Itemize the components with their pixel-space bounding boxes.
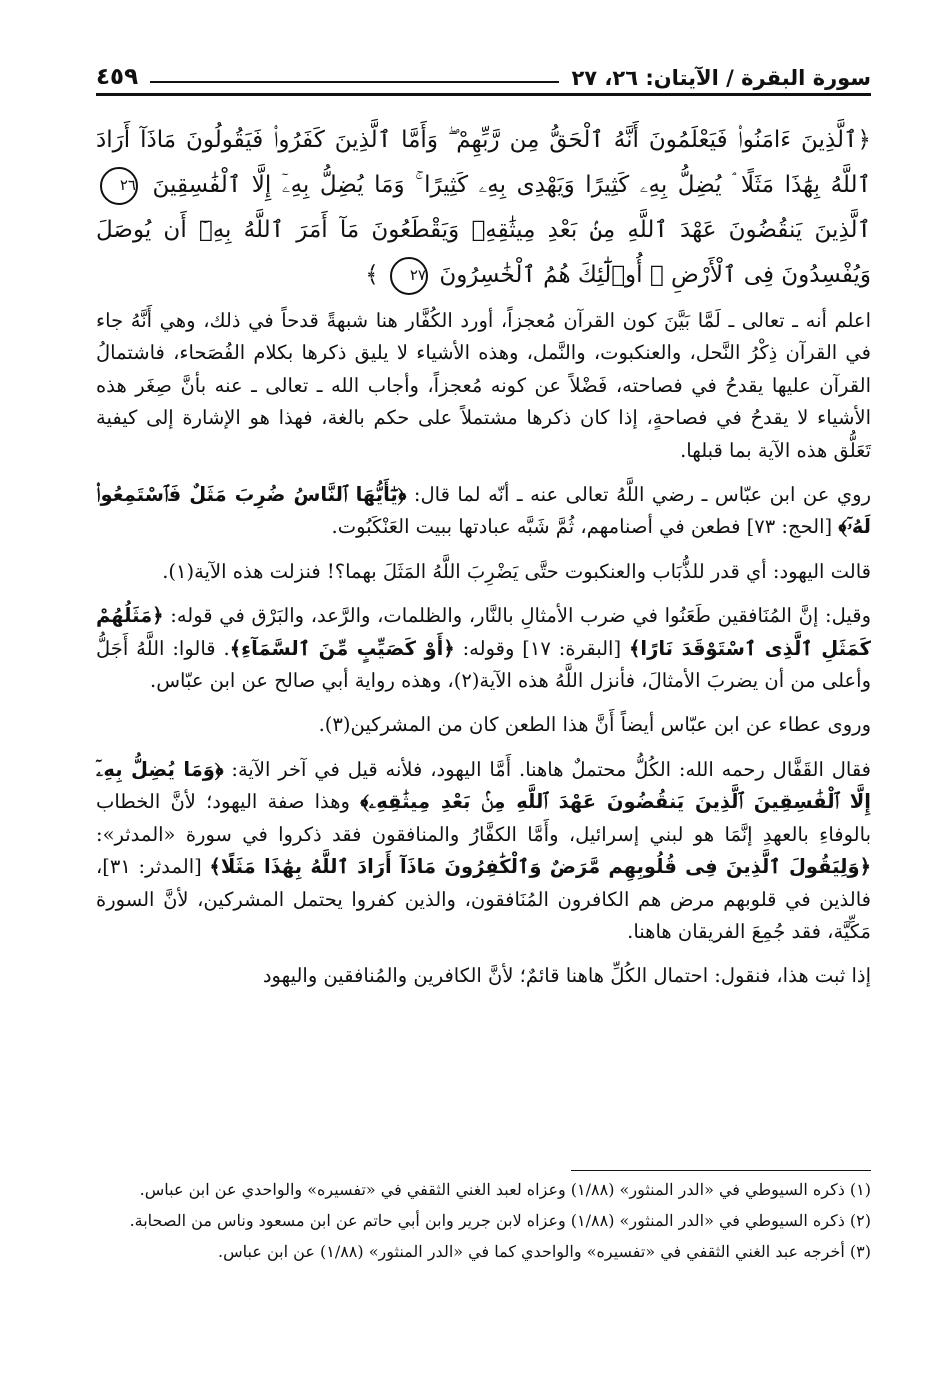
running-header [96,54,871,90]
paragraph-1 [96,305,871,467]
header-rule [96,93,871,96]
header-title: سورة البقرة / الآيتان: ٢٦، ٢٧ [571,66,871,90]
paragraph-4-text-mid: [البقرة: ١٧] وقوله: [454,636,629,660]
paragraph-5 [96,709,871,741]
commentary-body [96,305,871,1005]
quran-quote: ﴿وَمَا يُضِلُّ بِهِۦٓ إِلَّا ٱلْفَٰسِقِينَ ٱلَّذِينَ يَنقُضُونَ عَهْدَ ٱللَّهِ مِنۢ بَعْدِ مِيثَٰقِهِۦ﴾ [96,757,871,814]
footnotes [96,1175,871,1268]
paragraph-6 [96,754,871,948]
paragraph-7 [96,960,871,992]
quran-quote: ﴿مَثَلُهُمْ كَمَثَلِ ٱلَّذِى ٱسْتَوْقَدَ نَارًا﴾ [96,604,871,660]
paragraph-4-text-end: . قالوا: اللَّهُ أَجَلُّ وأعلى من أن يضربَ الأمثالَ، فأنزل اللَّهُ هذه الآية(٢)، وهذه رواية أبي صالح عن ابن عبّاس. [96,636,871,693]
paragraph-4-text: وقيل: إنَّ المُنَافقين طَعَنُوا في ضرب الأمثالِ بالنَّار، والظلمات، والرَّعد، والبَرْق في قوله: [163,604,871,628]
paragraph-6-text-end: [المدثر: ٣١]، فالذين في قلوبهم مرض هم الكافرون المُنَافقون، والذين كفروا يحتمل المشركين، لأنَّ السورة مَكِّيَّة، فقد جُمِعَ الفريقان هاهنا. [96,855,871,943]
footnote-1: (١) ذكره السيوطي في «الدر المنثور» (١/٨٨) وعزاه لعبد الغني الثقفي في «تفسيره» والواحدي عن ابن عباس. [139,1180,871,1199]
paragraph-7-text: إذا ثبت هذا، فنقول: احتمال الكُلِّ هاهنا قائمٌ؛ لأنَّ الكافرين والمُنافقين واليهود [262,964,871,988]
quran-quote: ﴿أَوْ كَصَيِّبٍ مِّنَ ٱلسَّمَآءِ﴾ [229,636,455,660]
page-number: ٤٥٩ [96,64,139,90]
paragraph-6-text-mid: وهذا صفة اليهود؛ لأنَّ الخطاب بالوفاءِ بالعهدِ إنَّمَا هو لبني إسرائيل، وأَمَّا الكفَّارُ والمنافقون فقد ذكروا في سورة «المدثر»: [96,790,871,846]
paragraph-5-text: وروى عطاء عن ابن عبّاس أيضاً أَنَّ هذا الطعن كان من المشركين(٣). [318,713,871,737]
footnote-2: (٢) ذكره السيوطي في «الدر المنثور» (١/٨٨) وعزاه لابن جرير وابن أبي حاتم عن ابن مسعود وناس من الصحابة. [129,1211,871,1230]
verse-close-bracket: ﴾ [365,262,379,288]
paragraph-4 [96,600,871,697]
ayah-number-26: ٢٦ [100,167,138,205]
quran-quote: ﴿يَٰٓأَيُّهَا ٱلنَّاسُ ضُرِبَ مَثَلٌ فَٱسْتَمِعُوا۟ لَهُۥٓ﴾ [96,483,871,539]
paragraph-6-text: فقال القَفَّال رحمه الله: الكُلُّ محتملٌ هاهنا. أَمَّا اليهود، فلأنه قيل في آخر الآية: [223,757,871,781]
quran-quote: ﴿وَلِيَقُولَ ٱلَّذِينَ فِى قُلُوبِهِم مَّرَضٌ وَٱلْكَٰفِرُونَ مَاذَآ أَرَادَ ٱللَّهُ بِهَٰذَا مَثَلًا﴾ [209,855,871,879]
ayah-number-27: ٢٧ [390,257,428,295]
footnote-separator [571,1170,871,1171]
verse-26-text: ﴿ٱلَّذِينَ ءَامَنُوا۟ فَيَعْلَمُونَ أَنَّهُ ٱلْحَقُّ مِن رَّبِّهِمْ ۖ وَأَمَّا ٱلَّذِينَ كَفَرُوا۟ فَيَقُولُونَ مَاذَآ أَرَادَ ٱللَّهُ بِهَٰذَا مَثَلًا ۘ يُضِلُّ بِهِۦ كَثِيرًا وَيَهْدِى بِهِۦ كَثِيرًا ۚ وَمَا يُضِلُّ بِهِۦٓ إِلَّا ٱلْفَٰسِقِينَ [96,127,872,198]
quran-verses [96,118,871,298]
paragraph-1-text: اعلم أنه ـ تعالى ـ لَمَّا بَيَّنَ كون القرآن مُعجزاً، أورد الكُفَّار هنا شبهةً قدحاً في ذلك، وهي أَنَّهُ جاء في القرآن ذِكْرُ النَّحل، والعنكبوت، والنَّمل، وهذه الأشياء لا يليق ذكرها بكلام الفُصَحاء، فاشتمالُ القرآن عليها يقدحُ في فصاحته، فَضْلاً عن كونه مُعجزاً، وأجاب الله ـ تعالى ـ عنه بأنَّ صِغَر هذه الأشياء لا يقدحُ في فصاحةٍ، إذا كان ذكرها مشتملاً على حكم بالغة، فهذا هو الإشارة إلى كيفية تَعَلُّق هذه الآية بما قبلها. [96,309,871,462]
paragraph-3-text: قالت اليهود: أي قدر للذُّبَاب والعنكبوت حتَّى يَضْرِبَ اللَّهُ المَثَلَ بهما؟! فنزلت هذه الآية(١). [162,559,871,583]
paragraph-2-text: روي عن ابن عبّاس ـ رضي اللَّهُ تعالى عنه ـ أنّه لما قال: [406,483,871,507]
verse-27-text: ٱلَّذِينَ يَنقُضُونَ عَهْدَ ٱللَّهِ مِنۢ بَعْدِ مِيثَٰقِهِۦ وَيَقْطَعُونَ مَآ أَمَرَ ٱللَّهُ بِهِۦٓ أَن يُوصَلَ وَيُفْسِدُونَ فِى ٱلْأَرْضِ ۚ أُو۟لَٰٓئِكَ هُمُ ٱلْخَٰسِرُونَ [96,217,871,288]
paragraph-2 [96,479,871,544]
paragraph-3 [96,556,871,588]
paragraph-2-text-end: [الحج: ٧٣] فطعن في أصنامهم، ثُمَّ شَبَّه عبادتها ببيت العَنْكَبُوت. [331,515,839,539]
footnote-3: (٣) أخرجه عبد الغني الثقفي في «تفسيره» والواحدي كما في «الدر المنثور» (١/٨٨) عن ابن عباس. [218,1242,871,1261]
header-line [150,81,559,83]
